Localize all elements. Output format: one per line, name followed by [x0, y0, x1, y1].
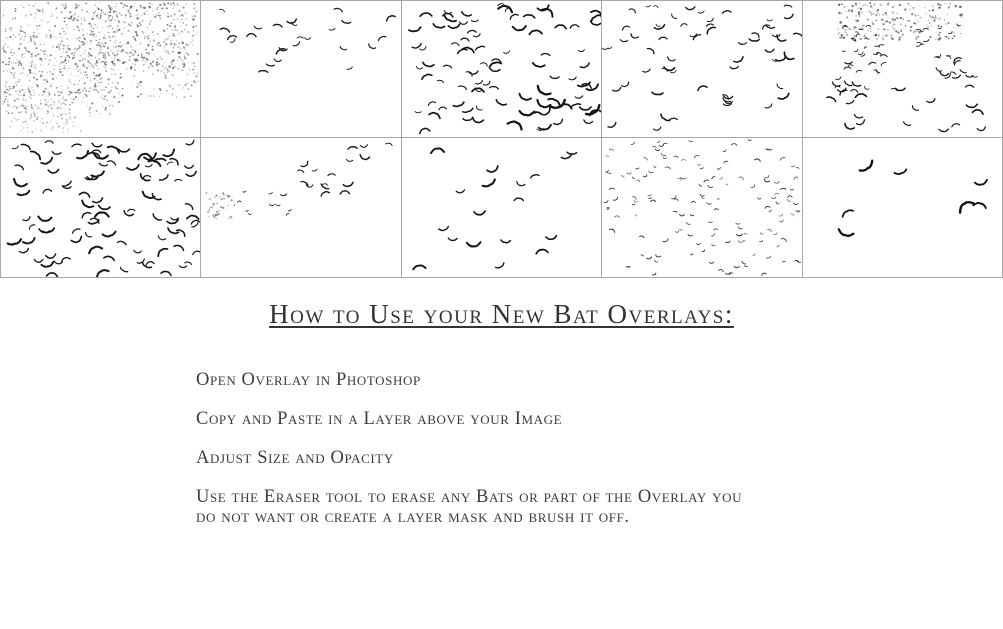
- overlay-thumbnail-10: [803, 138, 1003, 278]
- overlay-thumbnail-8: [402, 138, 602, 278]
- instructions-section: [0, 299, 1003, 527]
- instruction-step-2: Copy and Paste in a Layer above your Image: [196, 409, 563, 429]
- overlay-thumbnail-4: [602, 1, 802, 138]
- overlay-thumbnail-3: [402, 1, 602, 138]
- instruction-step-3: Adjust Size and Opacity: [196, 448, 394, 468]
- overlay-thumbnail-2: [201, 1, 401, 138]
- overlay-thumbnail-1: [1, 1, 201, 138]
- instructions-heading: How to Use your New Bat Overlays:: [269, 299, 734, 329]
- overlay-preview-grid: [0, 0, 1003, 278]
- overlay-thumbnail-7: [201, 138, 401, 278]
- overlay-thumbnail-6: [1, 138, 201, 278]
- instruction-step-1: Open Overlay in Photoshop: [196, 370, 421, 390]
- overlay-thumbnail-5: [803, 1, 1003, 138]
- overlay-thumbnail-9: [602, 138, 802, 278]
- instruction-step-4: Use the Eraser tool to erase any Bats or part of the Overlay you do not want or create a layer mask and brush it off.: [196, 487, 743, 527]
- instruction-steps: [196, 370, 764, 527]
